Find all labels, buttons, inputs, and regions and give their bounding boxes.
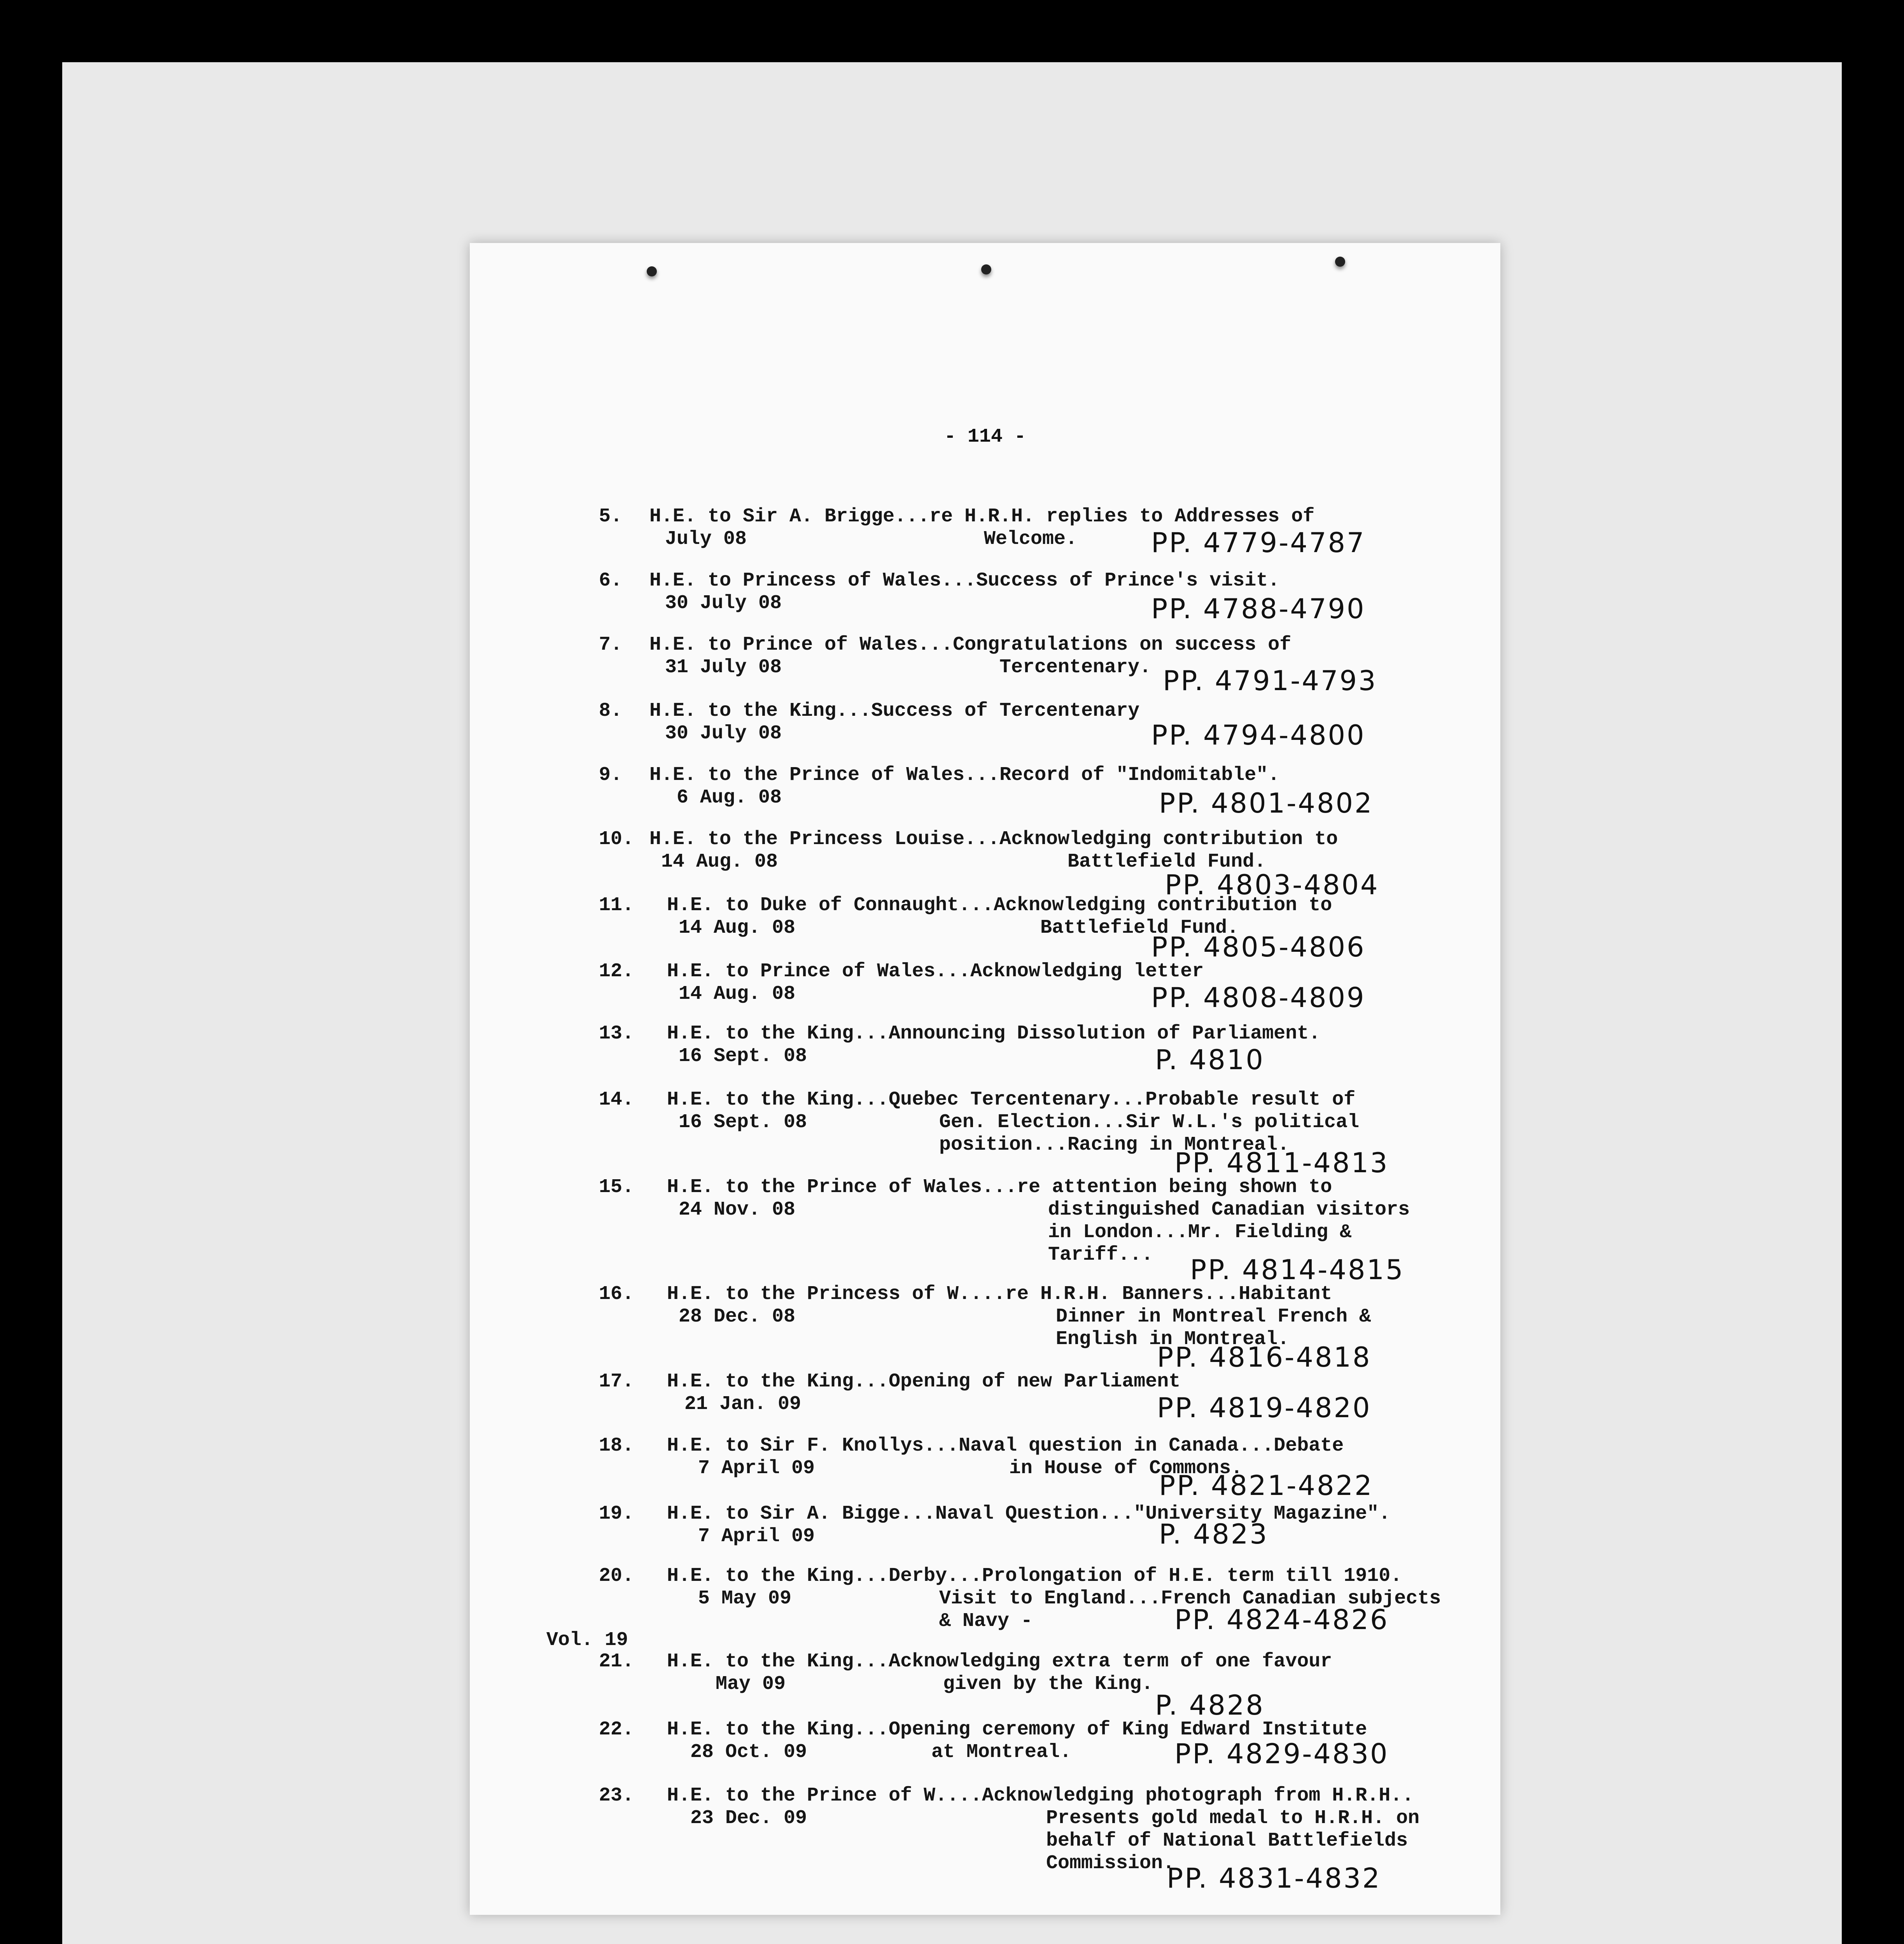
entry-number: 13.	[599, 1023, 634, 1045]
page-reference: PP. 4811-4813	[1174, 1147, 1389, 1179]
entry-number: 11.	[599, 894, 634, 916]
entry-date: 28 Dec. 08	[679, 1306, 796, 1328]
page-reference: PP. 4803-4804	[1165, 869, 1379, 901]
pin-icon	[647, 266, 657, 276]
entry-date: 16 Sept. 08	[679, 1111, 807, 1133]
entry-date: 21 Jan. 09	[684, 1393, 802, 1415]
entry-number: 7.	[599, 634, 623, 656]
entry-date: July 08	[665, 528, 747, 550]
page-reference: PP. 4805-4806	[1151, 931, 1366, 963]
entry-continuation: behalf of National Battlefields	[1046, 1830, 1408, 1852]
page-reference: PP. 4808-4809	[1151, 982, 1366, 1014]
entry-continuation: English in Montreal.	[1056, 1328, 1290, 1350]
entry-text: H.E. to the Princess Louise...Acknowledging contribution to	[649, 828, 1338, 850]
page-reference: P. 4810	[1155, 1044, 1265, 1076]
page-reference: PP. 4816-4818	[1157, 1341, 1372, 1373]
entry-text: H.E. to Princess of Wales...Success of Prince's visit.	[649, 570, 1280, 592]
entry-text: H.E. to Duke of Connaught...Acknowledging contribution to	[667, 894, 1332, 916]
pin-icon	[981, 264, 991, 274]
entry-continuation: Battlefield Fund.	[1068, 851, 1266, 873]
entry-date: 30 July 08	[665, 722, 782, 745]
page-reference: PP. 4829-4830	[1174, 1738, 1389, 1770]
entry-number: 9.	[599, 764, 623, 786]
entry-text: H.E. to the King...Opening ceremony of King Edward Institute	[667, 1718, 1367, 1741]
entry-continuation: at Montreal.	[931, 1741, 1072, 1763]
entry-date: 16 Sept. 08	[679, 1045, 807, 1067]
entry-date: May 09	[716, 1673, 786, 1695]
entry-number: 10.	[599, 828, 634, 850]
entry-continuation: Dinner in Montreal French &	[1056, 1306, 1371, 1328]
entry-number: 19.	[599, 1503, 634, 1525]
entry-date: 7 April 09	[698, 1525, 815, 1547]
page-reference: PP. 4779-4787	[1151, 527, 1366, 559]
page-reference: PP. 4788-4790	[1151, 593, 1366, 625]
entry-number: 14.	[599, 1089, 634, 1111]
entry-continuation: Battlefield Fund.	[1040, 917, 1239, 939]
entry-date: 7 April 09	[698, 1457, 815, 1479]
entry-date: 31 July 08	[665, 656, 782, 678]
entry-date: 14 Aug. 08	[679, 917, 796, 939]
entry-number: 17.	[599, 1371, 634, 1393]
page-number: - 114 -	[944, 426, 1026, 448]
entry-date: 28 Oct. 09	[690, 1741, 807, 1763]
entry-number: 12.	[599, 960, 634, 982]
entry-date: 14 Aug. 08	[661, 851, 778, 873]
entry-number: 21.	[599, 1650, 634, 1673]
entry-continuation: Presents gold medal to H.R.H. on	[1046, 1807, 1420, 1829]
entry-number: 15.	[599, 1176, 634, 1198]
page-reference: P. 4823	[1159, 1518, 1269, 1550]
entry-continuation: Commission.	[1046, 1852, 1175, 1874]
page-reference: PP. 4831-4832	[1167, 1862, 1381, 1894]
entry-number: 8.	[599, 700, 623, 722]
entry-continuation: in House of Commons.	[1009, 1457, 1243, 1479]
entry-text: H.E. to the King...Success of Tercentenary	[649, 700, 1140, 722]
entry-number: 20.	[599, 1565, 634, 1587]
pin-icon	[1335, 257, 1345, 267]
entry-text: H.E. to Prince of Wales...Acknowledging letter	[667, 960, 1204, 982]
page-reference: PP. 4794-4800	[1151, 719, 1366, 751]
entry-text: H.E. to the King...Opening of new Parliament	[667, 1371, 1181, 1393]
entry-text: H.E. to Sir A. Bigge...Naval Question..."University Magazine".	[667, 1503, 1391, 1525]
entry-text: H.E. to the King...Acknowledging extra term of one favour	[667, 1650, 1332, 1673]
volume-label: Vol. 19	[546, 1629, 628, 1651]
entry-continuation: Tariff...	[1048, 1244, 1153, 1266]
entry-continuation: Tercentenary.	[999, 656, 1152, 678]
entry-text: H.E. to the King...Derby...Prolongation of H.E. term till 1910.	[667, 1565, 1402, 1587]
entry-continuation: given by the King.	[943, 1673, 1153, 1695]
entry-number: 6.	[599, 570, 623, 592]
entry-continuation: Gen. Election...Sir W.L.'s political	[939, 1111, 1360, 1133]
entry-text: H.E. to the King...Quebec Tercentenary...Probable result of	[667, 1089, 1356, 1111]
page-reference: PP. 4819-4820	[1157, 1392, 1372, 1424]
entry-date: 14 Aug. 08	[679, 983, 796, 1005]
entry-continuation: in London...Mr. Fielding &	[1048, 1221, 1352, 1243]
entry-number: 22.	[599, 1718, 634, 1741]
entry-text: H.E. to the King...Announcing Dissolution of Parliament.	[667, 1023, 1321, 1045]
entry-continuation: distinguished Canadian visitors	[1048, 1199, 1410, 1221]
page-reference: PP. 4814-4815	[1190, 1254, 1405, 1286]
entry-continuation: Welcome.	[984, 528, 1078, 550]
entry-date: 5 May 09	[698, 1587, 792, 1610]
page-reference: P. 4828	[1155, 1689, 1265, 1721]
entry-continuation: Visit to England...French Canadian subjects	[939, 1587, 1441, 1610]
entry-date: 23 Dec. 09	[690, 1807, 807, 1829]
entry-number: 18.	[599, 1435, 634, 1457]
page-reference: PP. 4821-4822	[1159, 1470, 1374, 1502]
page-reference: PP. 4801-4802	[1159, 787, 1374, 819]
entry-number: 23.	[599, 1785, 634, 1807]
entry-text: H.E. to Prince of Wales...Congratulations on success of	[649, 634, 1292, 656]
entry-text: H.E. to Sir F. Knollys...Naval question in Canada...Debate	[667, 1435, 1344, 1457]
page-reference: PP. 4791-4793	[1163, 665, 1377, 697]
page-reference: PP. 4824-4826	[1174, 1604, 1389, 1636]
entry-text: H.E. to the Prince of Wales...re attention being shown to	[667, 1176, 1332, 1198]
entry-continuation: & Navy -	[939, 1610, 1033, 1632]
entry-continuation: position...Racing in Montreal.	[939, 1134, 1290, 1156]
entry-number: 5.	[599, 505, 623, 528]
entry-text: H.E. to the Princess of W....re H.R.H. Banners...Habitant	[667, 1283, 1332, 1305]
entry-date: 30 July 08	[665, 592, 782, 614]
entry-date: 24 Nov. 08	[679, 1199, 796, 1221]
entry-text: H.E. to the Prince of W....Acknowledging photograph from H.R.H..	[667, 1785, 1414, 1807]
entry-number: 16.	[599, 1283, 634, 1305]
entry-text: H.E. to the Prince of Wales...Record of "Indomitable".	[649, 764, 1280, 786]
entry-date: 6 Aug. 08	[677, 787, 782, 809]
entry-text: H.E. to Sir A. Brigge...re H.R.H. replies to Addresses of	[649, 505, 1315, 528]
